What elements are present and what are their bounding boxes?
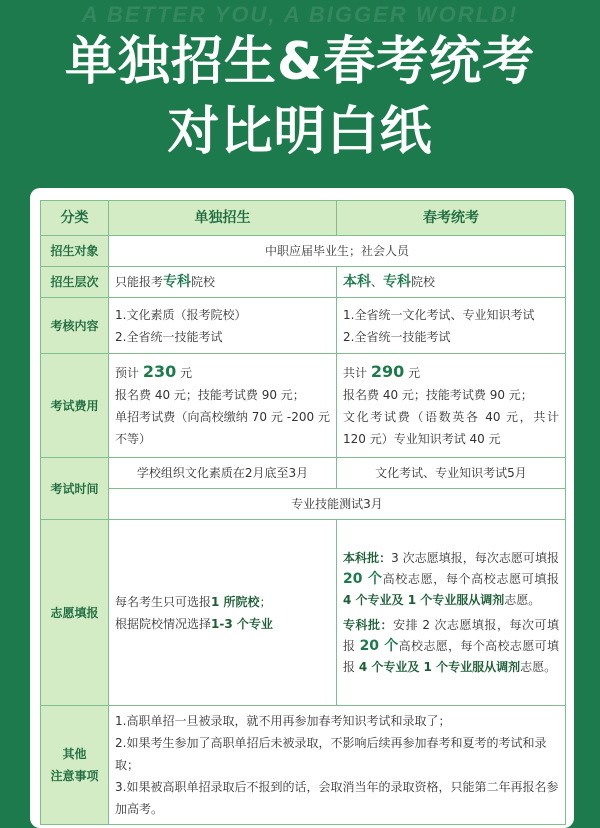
target-value: 中职应届毕业生；社会人员 [109, 236, 566, 267]
volunteer-b-college-majors: 4 个专业及 1 个专业服从调剂 [358, 659, 521, 674]
exam-content-a-line1: 1.文化素质（报考院校） [115, 307, 247, 322]
level-b-suffix: 院校 [411, 275, 436, 289]
row-volunteer [41, 520, 566, 706]
notes-label-line1: 其他 [62, 747, 87, 761]
fee-a-unit: 元 [180, 366, 193, 380]
fee-a-amount: 230 [142, 362, 177, 381]
exam-content-a-line2: 2.全省统一技能考试 [115, 329, 223, 344]
row-label: 考试时间 [41, 458, 109, 520]
row-time [41, 458, 566, 489]
row-fee [41, 354, 566, 458]
row-label: 志愿填报 [41, 520, 109, 706]
volunteer-b-undergrad-text2: 高校志愿，每个高校志愿可填报 [382, 571, 559, 586]
notes-line2: 2.如果考生参加了高职单招后未被录取，不影响后续再参加春考和夏考的考试和录取； [115, 736, 547, 772]
exam-content-b-line1: 1.全省统一文化考试、专业知识考试 [343, 307, 535, 322]
fee-b [337, 354, 566, 458]
level-a-suffix: 院校 [191, 275, 216, 289]
comparison-card [30, 188, 574, 828]
time-b: 文化考试、专业知识考试5月 [337, 458, 566, 489]
row-exam-content [41, 298, 566, 354]
volunteer-b-college [343, 615, 559, 678]
volunteer-b-college-title: 专科批： [343, 617, 394, 632]
table-header-row [41, 201, 566, 236]
fee-a [109, 354, 337, 458]
background-slogan: A BETTER YOU, A BIGGER WORLD! [81, 2, 519, 27]
notes-content [109, 706, 566, 825]
row-label [41, 706, 109, 825]
row-label: 考试费用 [41, 354, 109, 458]
row-label: 考核内容 [41, 298, 109, 354]
fee-b-total [343, 361, 559, 384]
exam-content-b [337, 298, 566, 354]
page-title-line2: 对比明白纸 [167, 102, 433, 162]
row-label: 招生层次 [41, 267, 109, 298]
page-title-line1: 单独招生&春考统考 [64, 32, 536, 92]
exam-content-a [109, 298, 337, 354]
row-notes [41, 706, 566, 825]
time-shared: 专业技能测试3月 [109, 489, 566, 520]
volunteer-b-undergrad-text3: 志愿。 [504, 592, 541, 607]
volunteer-a-line1 [115, 591, 330, 613]
header-category: 分类 [41, 201, 109, 236]
notes-label-line2: 注意事项 [50, 769, 99, 783]
fee-a-prefix: 预计 [115, 366, 140, 380]
fee-b-line1: 报名费 40 元；技能考试费 90 元； [343, 388, 533, 402]
volunteer-a-line1-post: ； [259, 594, 272, 609]
volunteer-b-college-text3: 志愿。 [520, 659, 557, 674]
volunteer-a-line1-highlight: 1 所院校 [211, 594, 260, 609]
volunteer-b [337, 520, 566, 706]
volunteer-a-line2-highlight: 1-3 个专业 [211, 616, 273, 631]
fee-b-prefix: 共计 [343, 366, 368, 380]
volunteer-b-undergrad-majors: 4 个专业及 1 个专业服从调剂 [343, 592, 505, 607]
volunteer-a-line2-text: 根据院校情况选择 [115, 616, 212, 631]
fee-b-line2: 文化考试费（语数英各 40 元，共计 120 元）专业知识考试 40 元 [343, 410, 559, 446]
header-single-enrollment: 单独招生 [109, 201, 337, 236]
fee-a-line1: 报名费 40 元；技能考试费 90 元； [115, 388, 305, 402]
volunteer-b-college-text1: 安排 2 次志愿填报，每次可填报 [343, 617, 559, 653]
volunteer-b-undergrad-title: 本科批： [343, 550, 392, 565]
volunteer-b-undergrad-text1: 3 次志愿填报，每次志愿可填报 [391, 550, 559, 565]
fee-b-unit: 元 [408, 366, 421, 380]
level-a-highlight: 专科 [163, 274, 192, 290]
level-b-highlight2: 专科 [383, 274, 412, 290]
level-b-highlight1: 本科 [343, 274, 371, 290]
volunteer-b-college-text2: 高校志愿，每个高校志愿可填报 [343, 638, 559, 674]
level-b-sep: 、 [371, 275, 384, 289]
level-b [337, 267, 566, 298]
fee-b-amount: 290 [370, 362, 405, 381]
row-time-shared [41, 489, 566, 520]
volunteer-a-line2 [115, 613, 330, 635]
fee-a-total [115, 361, 330, 384]
comparison-table [40, 200, 566, 825]
notes-line3: 3.如果被高职单招录取后不报到的话，会取消当年的录取资格，只能第二年再报名参加高考。 [115, 780, 559, 816]
header-spring-exam: 春考统考 [337, 201, 566, 236]
volunteer-b-college-count: 20 个 [359, 637, 399, 654]
time-a: 学校组织文化素质在2月底至3月 [109, 458, 337, 489]
exam-content-b-line2: 2.全省统一技能考试 [343, 329, 451, 344]
volunteer-a [109, 520, 337, 706]
volunteer-b-undergrad-count: 20 个 [343, 570, 383, 587]
fee-a-line2: 单招考试费（向高校缴纳 70 元 -200 元不等） [115, 410, 330, 446]
row-level [41, 267, 566, 298]
level-a [109, 267, 337, 298]
level-a-prefix: 只能报考 [115, 275, 164, 289]
volunteer-a-line1-text: 每名考生只可选报 [115, 594, 212, 609]
row-label: 招生对象 [41, 236, 109, 267]
notes-line1: 1.高职单招一旦被录取，就不用再参加春考知识考试和录取了； [115, 714, 451, 728]
row-target [41, 236, 566, 267]
volunteer-b-undergrad [343, 548, 559, 611]
